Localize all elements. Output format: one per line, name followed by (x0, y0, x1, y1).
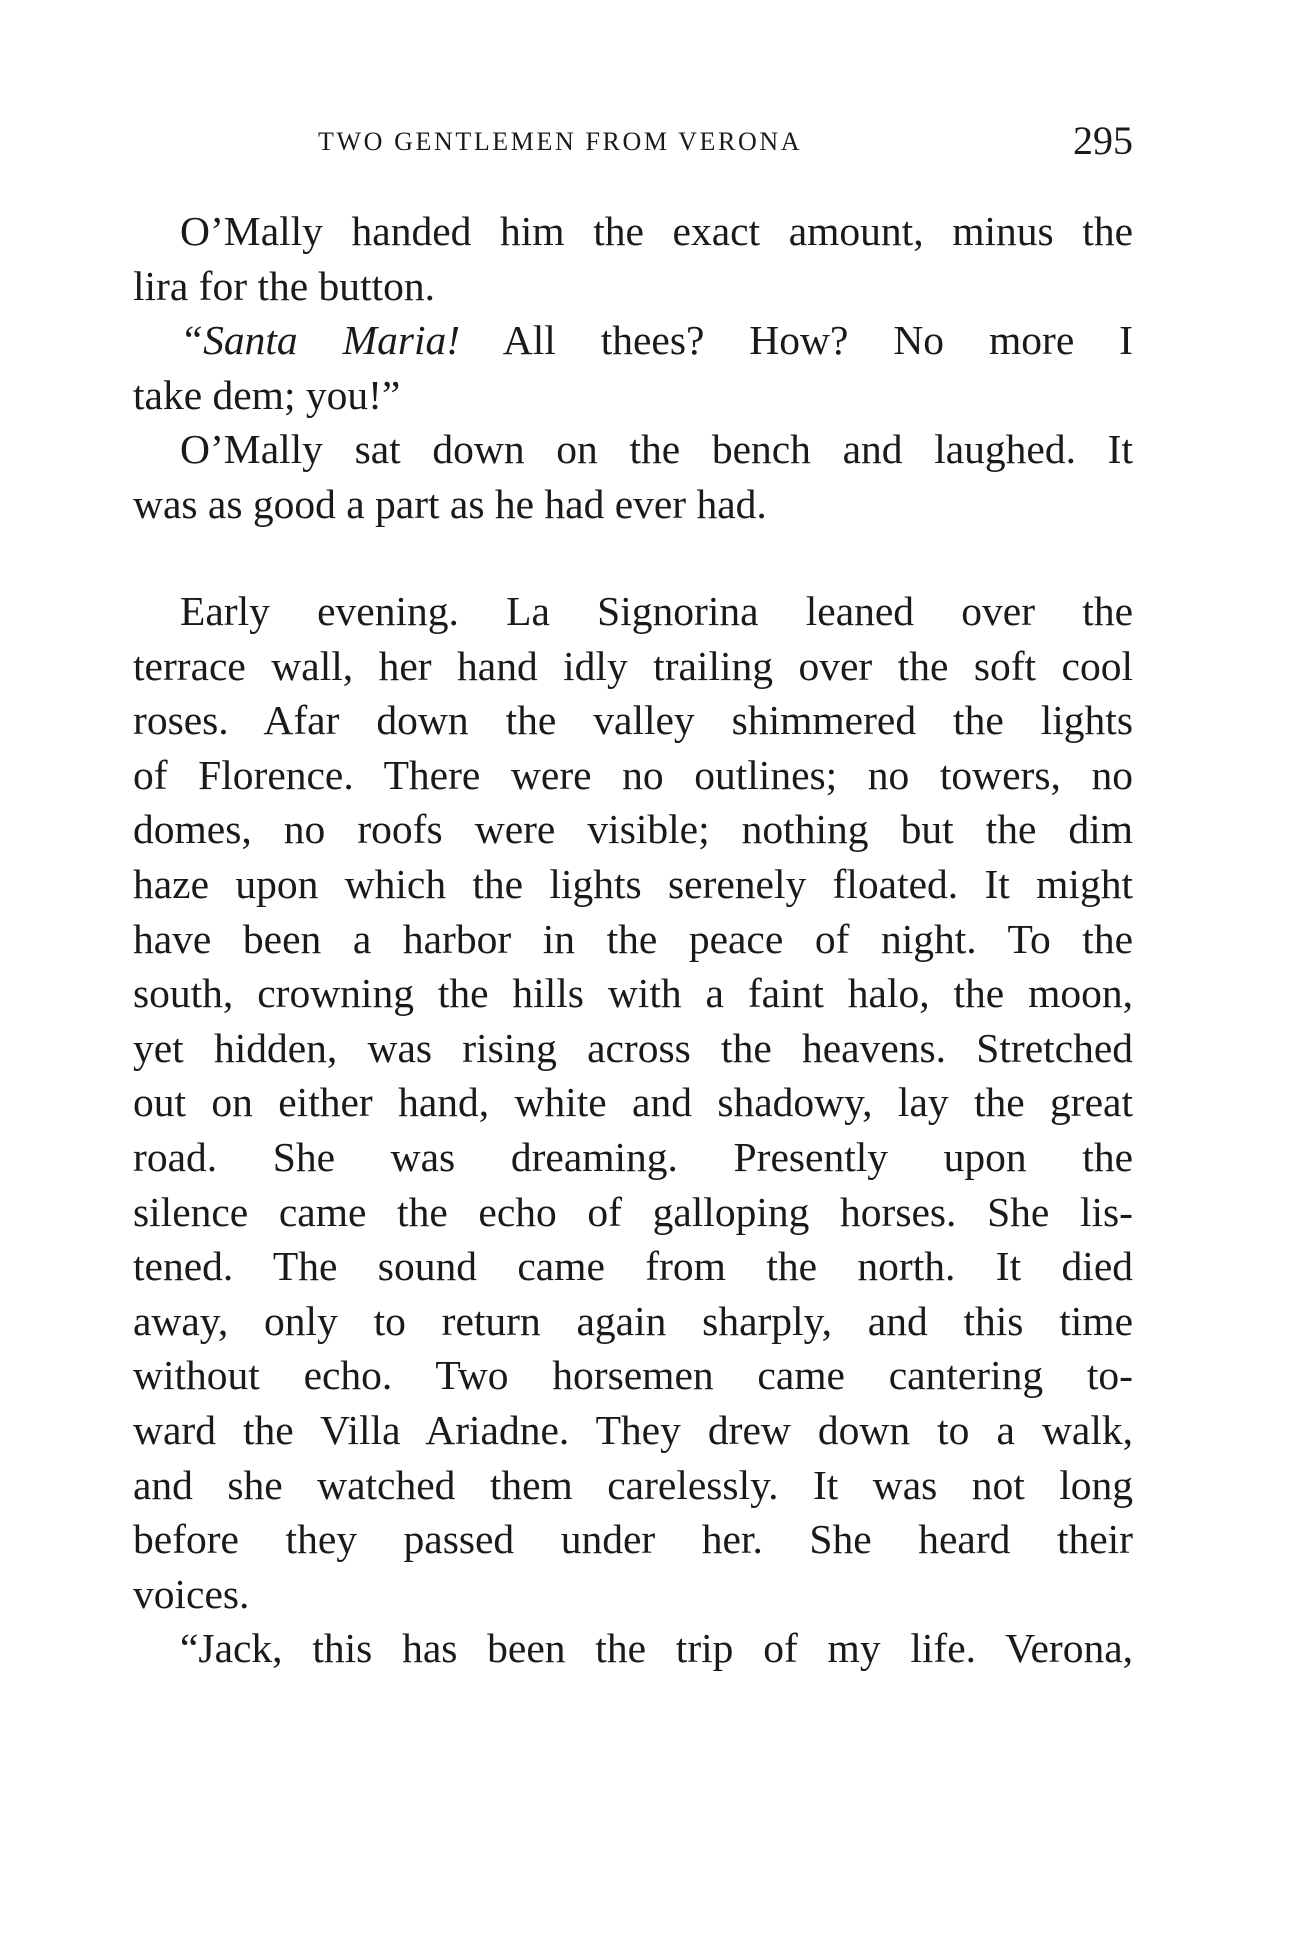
text-line: domes, no roofs were visible; nothing but the dim (133, 806, 1133, 853)
paragraph (133, 204, 1133, 313)
text-line: have been a harbor in the peace of night. To the (133, 915, 1133, 962)
text-line: haze upon which the lights serenely floated. It might (133, 860, 1133, 907)
text-line: without echo. Two horsemen came cantering to- (133, 1352, 1133, 1399)
paragraph (133, 422, 1133, 531)
text-line: out on either hand, white and shadowy, lay the great (133, 1079, 1133, 1126)
text-line: road. She was dreaming. Presently upon the (133, 1133, 1133, 1180)
text-line: yet hidden, was rising across the heavens. Stretched (133, 1024, 1133, 1071)
text-line: was as good a part as he had ever had. (133, 480, 767, 527)
narrative-section (133, 584, 1133, 1676)
paragraph (133, 1621, 1133, 1676)
text-line: voices. (133, 1570, 250, 1617)
page-number: 295 (1073, 118, 1133, 163)
text-line (133, 368, 1133, 423)
dialogue-section (133, 204, 1133, 532)
text-line: south, crowning the hills with a faint halo, the moon, (133, 970, 1133, 1017)
text-line: roses. Afar down the valley shimmered the lights (133, 697, 1133, 744)
text-line: terrace wall, her hand idly trailing over the soft cool (133, 642, 1133, 689)
italic-phrase: “Santa Maria! (180, 317, 461, 364)
text-line: O’Mally sat down on the bench and laughed. It (180, 426, 1133, 473)
text-line: silence came the echo of galloping horses. She lis- (133, 1188, 1133, 1235)
paragraph (133, 313, 1133, 422)
running-title: TWO GENTLEMEN FROM VERONA (318, 127, 803, 156)
text-run: All thees? How? No more I (460, 317, 1133, 364)
running-head (133, 118, 1133, 173)
text-line: O’Mally handed him the exact amount, minus the (180, 208, 1133, 254)
text-line: of Florence. There were no outlines; no towers, no (133, 751, 1133, 798)
text-line: and she watched them carelessly. It was not long (133, 1461, 1133, 1508)
text-line: “Jack, this has been the trip of my life. Verona, (180, 1625, 1133, 1672)
text-line: ward the Villa Ariadne. They drew down to a walk, (133, 1406, 1133, 1453)
text-run: take dem; you!” (133, 371, 401, 418)
text-line: lira for the button. (133, 262, 435, 309)
text-line: before they passed under her. She heard their (133, 1516, 1133, 1563)
text-line: away, only to return again sharply, and this time (133, 1297, 1133, 1344)
text-line (133, 313, 1133, 368)
paragraph (133, 584, 1133, 1621)
text-line: Early evening. La Signorina leaned over the (180, 588, 1133, 634)
text-line: tened. The sound came from the north. It died (133, 1243, 1133, 1290)
